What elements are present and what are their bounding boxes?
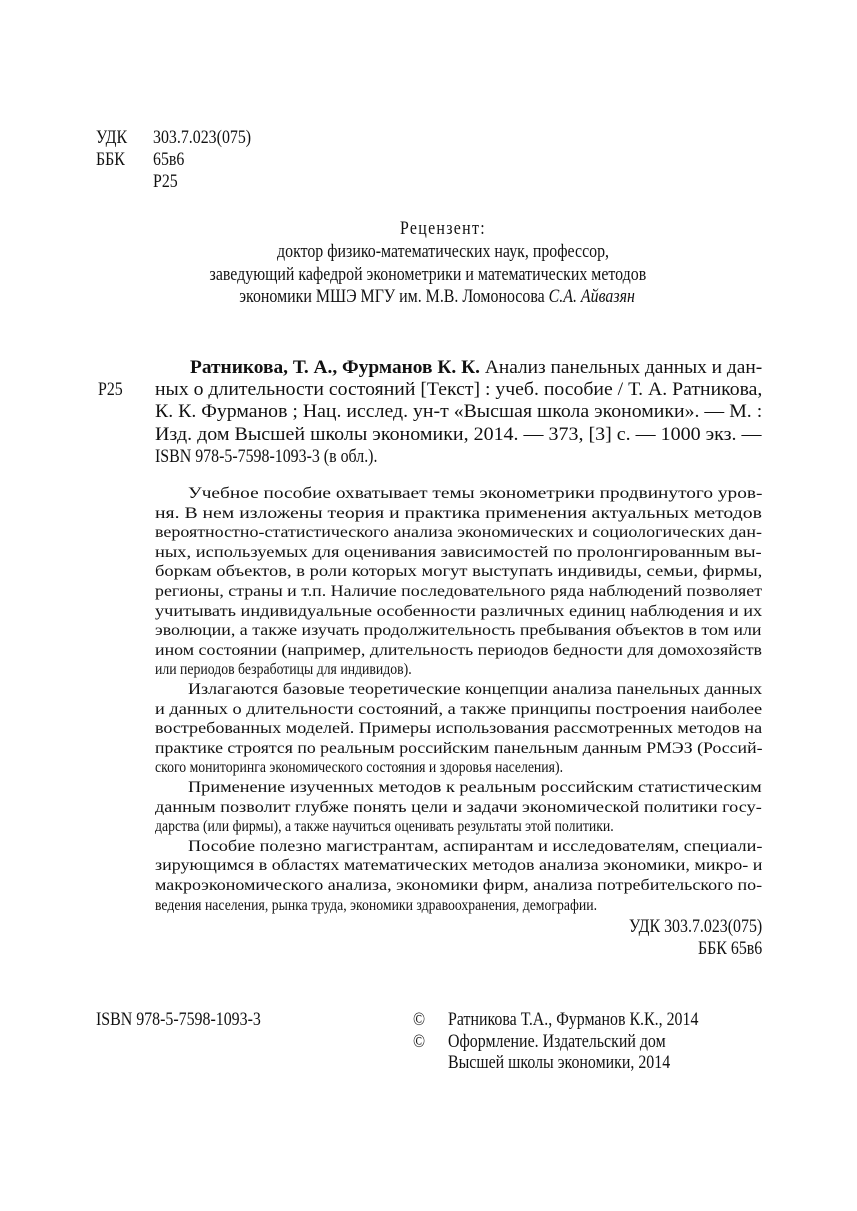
abstract-line: ского мониторинга экономического состояния и здоровья населения). — [155, 759, 564, 777]
copyright-line: Высшей школы экономики, 2014 — [448, 1053, 671, 1073]
abstract-line: или периодов безработицы для индивидов). — [155, 661, 412, 679]
footer-bbk: ББК 65в6 — [697, 939, 762, 959]
copyright-icon: © — [413, 1032, 426, 1052]
abstract-line: ведения населения, рынка труда, экономики здравоохранения, демографии. — [155, 896, 598, 914]
copyright-icon: © — [413, 1010, 426, 1030]
bib-title: Анализ панельных данных и дан- — [484, 358, 763, 378]
abstract-line: практике строятся по реальным российским панельным данным РМЭЗ (Россий- — [155, 739, 763, 757]
abstract-line: востребованных моделей. Примеры использования рассмотренных методов на — [155, 720, 763, 738]
copyright-line: Ратникова Т.А., Фурманов К.К., 2014 — [448, 1010, 699, 1030]
abstract-line: Учебное пособие охватывает темы эконометрики продвинутого уров- — [188, 485, 763, 502]
abstract-line: ином состоянии (например, длительность периодов бедности для домохозяйств — [155, 641, 762, 659]
isbn: ISBN 978-5-7598-1093-3 — [96, 1010, 261, 1030]
reviewer-line: заведующий кафедрой эконометрики и математических методов — [209, 265, 647, 285]
abstract-line: макроэкономического анализа, экономики фирм, анализа потребительского по- — [155, 877, 763, 894]
abstract-line: ных, используемых для оценивания зависимостей по пролонгированным вы- — [155, 543, 762, 561]
abstract-line: данным позволит глубже понять цели и задачи экономической политики госу- — [155, 798, 762, 816]
abstract-line: ня. В нем изложены теория и практика применения актуальных методов — [155, 504, 762, 522]
abstract-line: дарства (или фирмы), а также научиться оценивать результаты этой политики. — [155, 818, 614, 836]
abstract-line: Применение изученных методов к реальным российским статистическим — [188, 779, 762, 796]
abstract-line: эволюции, а также изучать продолжительность пребывания объектов в том или — [155, 622, 762, 640]
abstract-line: боркам объектов, в роли которых могут выступать индивиды, семьи, фирмы, — [155, 563, 763, 581]
bib-authors: Ратникова, Т. А., Фурманов К. К. — [190, 358, 480, 378]
abstract-line: Пособие полезно магистрантам, аспирантам и исследователям, специали- — [188, 837, 763, 855]
bib-line — [190, 359, 762, 378]
reviewer-line — [239, 288, 635, 307]
bib-line: Изд. дом Высшей школы экономики, 2014. — 373, [3] с. — 1000 экз. — — [155, 424, 762, 445]
reviewer-name: С.А. Айвазян — [548, 287, 635, 307]
bib-line: ных о длительности состояний [Текст] : учеб. пособие / Т. А. Ратникова, — [155, 380, 763, 400]
abstract-line: вероятностно-статистического анализа экономических и социологических дан- — [155, 524, 762, 542]
udk-value: 303.7.023(075) — [153, 128, 252, 148]
abstract-line: регионы, страны и т.п. Наличие последовательного ряда наблюдений позволяет — [155, 583, 763, 600]
abstract-line: и данных о длительности состояний, а также принципы построения наиболее — [155, 700, 763, 718]
reviewer-title: Рецензент: — [399, 219, 486, 239]
abstract-line: зирующимся в областях математических методов анализа экономики, микро- и — [155, 857, 763, 875]
author-mark: Р25 — [153, 172, 178, 192]
bbk-value: 65в6 — [153, 150, 185, 170]
abstract-line: учитывать индивидуальные особенности различных единиц наблюдения и их — [155, 602, 763, 620]
bbk-label: ББК — [96, 150, 125, 170]
bib-line: К. К. Фурманов ; Нац. исслед. ун-т «Высшая школа экономики». — М. : — [155, 402, 763, 423]
bib-author-mark: Р25 — [98, 380, 123, 400]
footer-udk: УДК 303.7.023(075) — [628, 917, 762, 937]
udk-label: УДК — [96, 128, 128, 148]
bib-line: ISBN 978-5-7598-1093-3 (в обл.). — [155, 446, 378, 467]
reviewer-affiliation: экономики МШЭ МГУ им. М.В. Ломоносова — [239, 287, 545, 307]
reviewer-line: доктор физико-математических наук, профессор, — [277, 242, 610, 262]
abstract-line: Излагаются базовые теоретические концепции анализа панельных данных — [188, 681, 763, 698]
copyright-line: Оформление. Издательский дом — [448, 1032, 666, 1052]
